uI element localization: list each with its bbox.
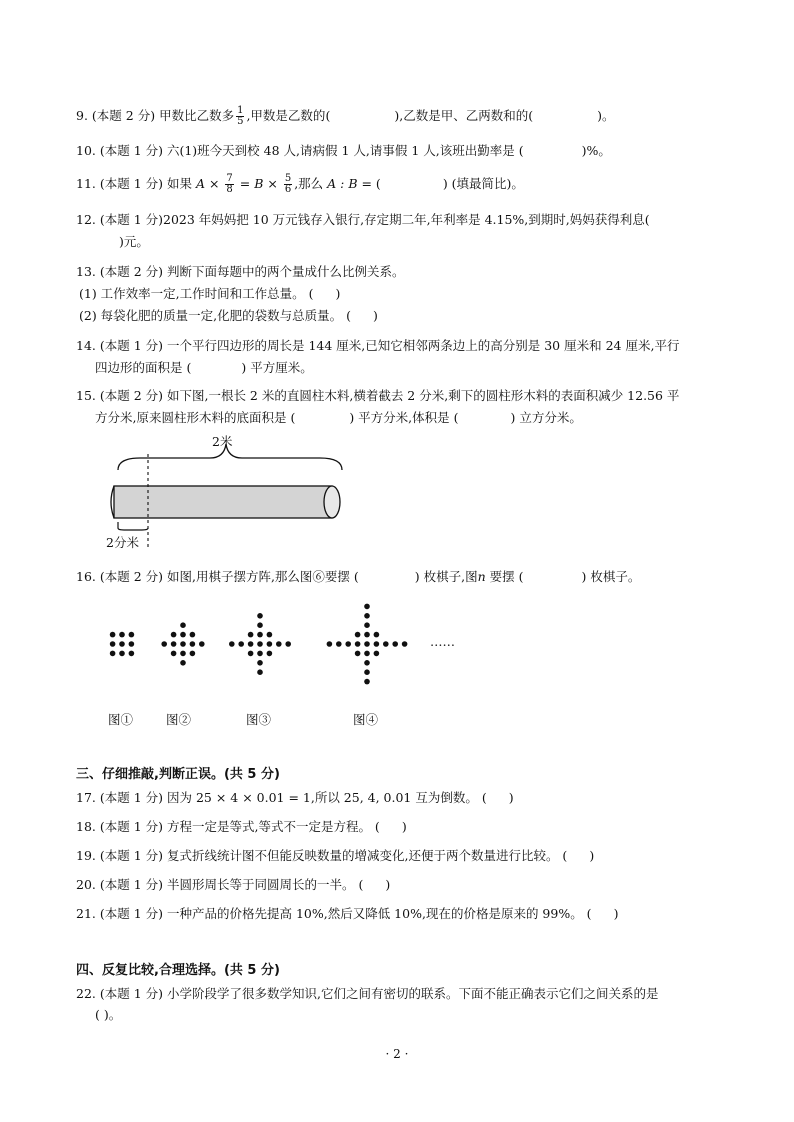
chess-piece: [267, 632, 273, 638]
chess-piece: [119, 632, 125, 638]
chess-piece: [374, 651, 380, 657]
chess-piece: [257, 622, 263, 628]
question-18: 18. (本题 1 分) 方程一定是等式,等式不一定是方程。 ( ): [76, 819, 407, 834]
chess-piece: [392, 641, 398, 647]
chess-piece: [374, 641, 380, 647]
chess-piece: [345, 641, 351, 647]
chess-piece: [364, 669, 370, 675]
page-number: · 2 ·: [385, 1047, 409, 1061]
chess-piece: [180, 651, 186, 657]
fraction-five-sixths: $\frac{5}{6}$: [284, 173, 292, 195]
chess-pieces-figure: [0, 580, 794, 710]
figure-label-1: 图①: [108, 712, 134, 727]
section-4-heading: 四、反复比较,合理选择。(共 5 分): [76, 963, 280, 978]
chess-piece: [383, 641, 389, 647]
chess-piece: [119, 641, 125, 647]
fraction-one-fifth: $\frac{1}{5}$: [237, 105, 244, 127]
question-15-line1: 15. (本题 2 分) 如下图,一根长 2 米的直圆柱木料,横着截去 2 分米,剩下的圆柱形木料的表面积减少 12.56 平: [76, 388, 680, 403]
question-20: 20. (本题 1 分) 半圆形周长等于同圆周长的一半。 ( ): [76, 877, 391, 892]
chess-piece: [180, 622, 186, 628]
question-15-line2: 方分米,原来圆柱形木料的底面积是 ( ) 平方分米,体积是 ( ) 立方分米。: [95, 410, 582, 425]
chess-piece: [285, 641, 291, 647]
chess-piece: [190, 632, 196, 638]
chess-piece: [402, 641, 408, 647]
chess-piece: [229, 641, 235, 647]
chess-figure-3: [229, 613, 291, 675]
chess-piece: [180, 632, 186, 638]
chess-piece: [171, 641, 177, 647]
chess-piece: [364, 660, 370, 666]
question-14-line1: 14. (本题 1 分) 一个平行四边形的周长是 144 厘米,已知它相邻两条边上的高分别是 30 厘米和 24 厘米,平行: [76, 338, 680, 353]
question-13-sub2: (2) 每袋化肥的质量一定,化肥的袋数与总质量。 ( ): [79, 308, 378, 323]
chess-piece: [267, 641, 273, 647]
chess-figure-1: [110, 632, 134, 656]
question-22-line2: ( )。: [95, 1007, 122, 1022]
chess-piece: [276, 641, 282, 647]
chess-piece: [336, 641, 342, 647]
question-11: 11. (本题 1 分) 如果 A × $\frac{7}{8}$ = B × $\frac{5}{6}$ ,那么 A : B = ( ) (填最简比)。: [76, 173, 524, 195]
chess-piece: [190, 641, 196, 647]
question-10: 10. (本题 1 分) 六(1)班今天到校 48 人,请病假 1 人,请事假 1 人,该班出勤率是 ( )%。: [76, 143, 611, 158]
chess-piece: [257, 669, 263, 675]
bottom-brace: [118, 522, 148, 530]
chess-piece: [248, 632, 254, 638]
question-9: 9. (本题 2 分) 甲数比乙数多 $\frac{1}{5}$ ,甲数是乙数的( ),乙数是甲、乙两数和的( )。: [76, 105, 615, 127]
question-17: 17. (本题 1 分) 因为 25 × 4 × 0.01 = 1,所以 25, 4, 0.01 互为倒数。 ( ): [76, 790, 514, 805]
chess-piece: [257, 660, 263, 666]
chess-piece: [267, 651, 273, 657]
section-3-heading: 三、仔细推敲,判断正误。(共 5 分): [76, 767, 280, 782]
chess-piece: [364, 604, 370, 610]
chess-piece: [355, 651, 361, 657]
chess-piece: [364, 641, 370, 647]
chess-piece: [129, 641, 135, 647]
chess-piece: [129, 651, 135, 657]
cylinder-body: [114, 486, 332, 518]
question-22-line1: 22. (本题 1 分) 小学阶段学了很多数学知识,它们之间有密切的联系。下面不能正确表示它们之间关系的是: [76, 986, 659, 1001]
chess-piece: [364, 613, 370, 619]
chess-piece: [364, 622, 370, 628]
figure-label-2: 图②: [166, 712, 192, 727]
question-16: 16. (本题 2 分) 如图,用棋子摆方阵,那么图⑥要摆 ( ) 枚棋子,图n 要摆 ( ) 枚棋子。: [76, 569, 641, 584]
chess-piece: [171, 651, 177, 657]
chess-piece: [257, 632, 263, 638]
chess-piece: [119, 651, 125, 657]
chess-piece: [248, 641, 254, 647]
question-13: 13. (本题 2 分) 判断下面每题中的两个量成什么比例关系。: [76, 264, 405, 279]
chess-piece: [257, 613, 263, 619]
question-12-line2: )元。: [119, 234, 149, 249]
chess-piece: [374, 632, 380, 638]
fraction-seven-eighths: $\frac{7}{8}$: [226, 173, 233, 195]
chess-figure-4: [327, 604, 408, 685]
chess-piece: [180, 660, 186, 666]
chess-piece: [257, 641, 263, 647]
chess-piece: [364, 651, 370, 657]
chess-piece: [110, 641, 116, 647]
chess-piece: [161, 641, 167, 647]
figure-top-label: 2米: [212, 434, 233, 449]
question-14-line2: 四边形的面积是 ( ) 平方厘米。: [95, 360, 313, 375]
chess-piece: [355, 632, 361, 638]
chess-piece: [364, 632, 370, 638]
chess-piece: [257, 651, 263, 657]
chess-piece: [199, 641, 205, 647]
figure-bottom-label: 2分米: [106, 535, 139, 550]
cylinder-end: [324, 486, 340, 518]
chess-piece: [110, 651, 116, 657]
question-19: 19. (本题 1 分) 复式折线统计图不但能反映数量的增减变化,还便于两个数量进行比较。 ( ): [76, 848, 595, 863]
chess-figure-2: [161, 622, 204, 665]
chess-piece: [180, 641, 186, 647]
chess-piece: [355, 641, 361, 647]
chess-piece: [190, 651, 196, 657]
chess-piece: [238, 641, 244, 647]
ellipsis: ……: [430, 634, 455, 649]
figure-label-4: 图④: [353, 712, 379, 727]
chess-piece: [364, 679, 370, 685]
chess-piece: [171, 632, 177, 638]
chess-piece: [248, 651, 254, 657]
chess-piece: [110, 632, 116, 638]
chess-piece: [327, 641, 333, 647]
question-12-line1: 12. (本题 1 分)2023 年妈妈把 10 万元钱存入银行,存定期二年,年利率是 4.15%,到期时,妈妈获得利息(: [76, 212, 650, 227]
figure-label-3: 图③: [246, 712, 272, 727]
chess-piece: [129, 632, 135, 638]
question-21: 21. (本题 1 分) 一种产品的价格先提高 10%,然后又降低 10%,现在的价格是原来的 99%。 ( ): [76, 906, 619, 921]
question-13-sub1: (1) 工作效率一定,工作时间和工作总量。 ( ): [79, 286, 341, 301]
